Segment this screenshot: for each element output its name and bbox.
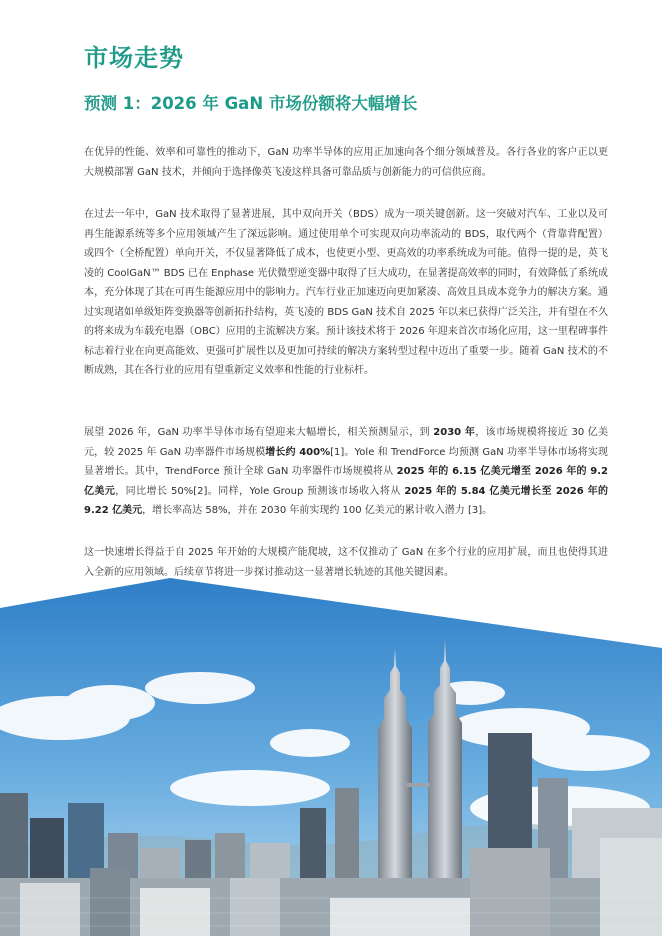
- section-subtitle: 预测 1：2026 年 GaN 市场份额将大幅增长: [84, 94, 418, 113]
- forecast-text: [1]。Yole 和 TrendForce 均预测 GaN 功率半导体市场将实现显著增长。其中，TrendForce 预计全球 GaN 功率器件市场规模将从: [84, 446, 609, 477]
- paragraph-forecast: [84, 423, 608, 521]
- city-skyline-image: [0, 578, 662, 936]
- page-title: 市场走势: [84, 44, 184, 72]
- paragraph-bds: 在过去一年中，GaN 技术取得了显著进展，其中双向开关（BDS）成为一项关键创新。这一突破对汽车、工业以及可再生能源系统等多个应用领域产生了深远影响。通过使用单个可实现双向功率流动的 BDS，取代两个（背靠背配置）或四个（全桥配置）单向开关，不仅显著降低了成本，也使更小型、更高效的功率系统成为可能。值得一提的是，英飞凌的 CoolGaN™ BDS 已在 Enphase 光伏微型逆变器中取得了巨大成功，在显著提高效率的同时，有效降低了系统成本，充分体现了其在可再生能源应用中的影响力。汽车行业正加速迈向更加紧凑、高效且具成本竞争力的解决方案。通过实现诸如单级矩阵变换器等创新拓扑结构，英飞凌的 BDS GaN 技术自 2025 年以来已获得广泛关注，并有望在不久的将来成为车载充电器（OBC）应用的主流解决方案。预计该技术将于 2026 年迎来首次市场化应用，这一里程碑事件标志着行业在向更高能效、更强可扩展性以及更加可持续的解决方案转型过程中迈出了重要一步。随着 GaN 技术的不断成熟，其在各行业的应用有望重新定义效率和性能的行业标杆。: [84, 209, 608, 376]
- paragraph-intro: 在优异的性能、效率和可靠性的推动下，GaN 功率半导体的应用正加速向各个细分领域普及。各行各业的客户正以更大规模部署 GaN 技术，并倾向于选择像英飞凌这样具备可靠品质与创新能力的可信供应商。: [84, 147, 608, 178]
- paragraph-outlook: 这一快速增长得益于自 2025 年开始的大规模产能爬坡，这不仅推动了 GaN 在多个行业的应用扩展，而且也使得其进入全新的应用领域。后续章节将进一步探讨推动这一显著增长轨迹的其他关键因素。: [84, 547, 608, 578]
- forecast-highlight: 2025 年的 6.15 亿美元增至 2026 年的 9.2 亿美元: [84, 466, 608, 497]
- forecast-highlight: 2025 年的 5.84 亿美元增长至 2026 年的 9.22 亿美元: [84, 485, 608, 516]
- forecast-highlight: 2030 年: [433, 427, 476, 438]
- forecast-text: ，增长率高达 58%，并在 2030 年前实现约 100 亿美元的累计收入潜力 [3]。: [142, 505, 493, 516]
- forecast-text: 展望 2026 年，GaN 功率半导体市场有望迎来大幅增长，相关预测显示，到: [84, 427, 434, 438]
- forecast-text: ，该市场规模将接近 30 亿美元，较 2025 年 GaN 功率器件市场规模: [84, 427, 608, 458]
- forecast-highlight: 增长约 400%: [265, 446, 331, 458]
- forecast-text: ，同比增长 50%[2]。同样，Yole Group 预测该市场收入将从: [115, 485, 405, 497]
